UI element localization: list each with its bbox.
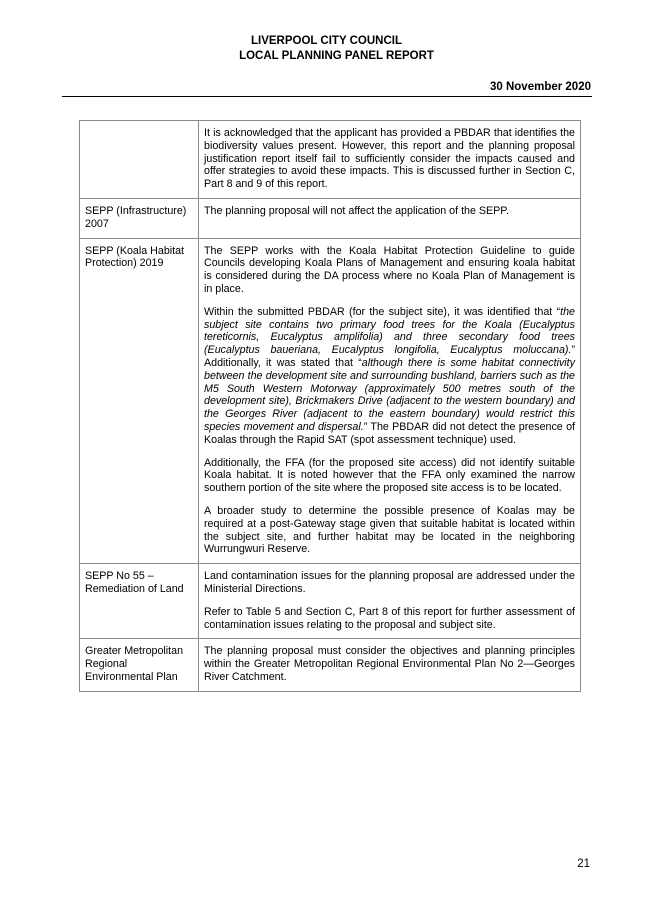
paragraph: The SEPP works with the Koala Habitat Protection Guideline to guide Councils developing Koala Plans of Management and ensuring koala habitat is considered during the DA process where no Koala Plan of Management is in place.	[204, 244, 575, 295]
page-number: 21	[577, 858, 590, 870]
quoted-text: although there is some habitat connectivity between the development site and surrounding bushland, barriers such as the M5 South Western Motorway (approximately 500 metres south of the development site), Brickmakers Drive (adjacent to the western boundary) and the Georges River (adjacent to the eastern boundary) would restrict this species movement and dispersal.	[204, 356, 575, 433]
report-title: LOCAL PLANNING PANEL REPORT	[239, 50, 434, 62]
council-name: LIVERPOOL CITY COUNCIL	[250, 35, 402, 47]
text-run: ” The PBDAR did not detect the presence of Koalas through the Rapid SAT (spot assessment technique) used.	[204, 420, 575, 446]
row-content	[199, 639, 581, 691]
table-row	[80, 238, 581, 564]
text-run: ” Additionally, it was stated that “	[204, 344, 575, 369]
paragraph: Land contamination issues for the planning proposal are addressed under the Ministerial Directions.	[204, 570, 575, 595]
table-row	[80, 121, 581, 199]
table-row	[80, 564, 581, 639]
text-run: Within the submitted PBDAR (for the subject site), it was identified that “	[204, 305, 561, 318]
paragraph: The planning proposal will not affect the application of the SEPP.	[204, 204, 509, 217]
row-label	[80, 121, 199, 199]
paragraph: Refer to Table 5 and Section C, Part 8 of this report for further assessment of contamination issues relating to the proposal and subject site.	[204, 605, 575, 631]
row-label: SEPP (Koala Habitat Protection) 2019	[80, 238, 199, 564]
row-label: Greater Metropolitan Regional Environmental Plan	[80, 639, 199, 691]
row-label: SEPP (Infrastructure) 2007	[80, 198, 199, 238]
sepp-consistency-table	[79, 120, 581, 692]
row-content	[199, 198, 581, 238]
paragraph-with-quotes	[204, 306, 575, 447]
paragraph: It is acknowledged that the applicant has provided a PBDAR that identifies the biodiversity values present. However, this report and the planning proposal justification report itself fail to sufficiently consider the impacts caused and offer strategies to avoid these impacts. This is discussed further in Section C, Part 8 and 9 of this report.	[204, 127, 575, 191]
header-divider	[62, 96, 592, 97]
row-content	[199, 564, 581, 639]
quoted-text: the subject site contains two primary food trees for the Koala (Eucalyptus tereticornis, Eucalyptus amplifolia) and three secondary food trees (Eucalyptus baueriana, Eucalyptus longifolia, Eucalyptus moluccana).	[204, 305, 575, 357]
row-content	[199, 121, 581, 199]
table-row	[80, 639, 581, 691]
report-date: 30 November 2020	[489, 81, 591, 93]
report-header	[0, 34, 653, 64]
table-row	[80, 198, 581, 238]
row-label: SEPP No 55 – Remediation of Land	[80, 564, 199, 639]
paragraph: A broader study to determine the possible presence of Koalas may be required at a post-Gateway stage given that suitable habitat is located within the subject site, and further habitat may be located in the neighboring Wurrungwuri Reserve.	[204, 504, 575, 556]
paragraph: The planning proposal must consider the objectives and planning principles within the Greater Metropolitan Regional Environmental Plan No 2—Georges River Catchment.	[204, 645, 575, 683]
row-content	[199, 238, 581, 564]
paragraph: Additionally, the FFA (for the proposed site access) did not identify suitable Koala habitat. It is noted however that the FFA only examined the narrow southern portion of the site where the proposed site access is to be located.	[204, 456, 575, 495]
